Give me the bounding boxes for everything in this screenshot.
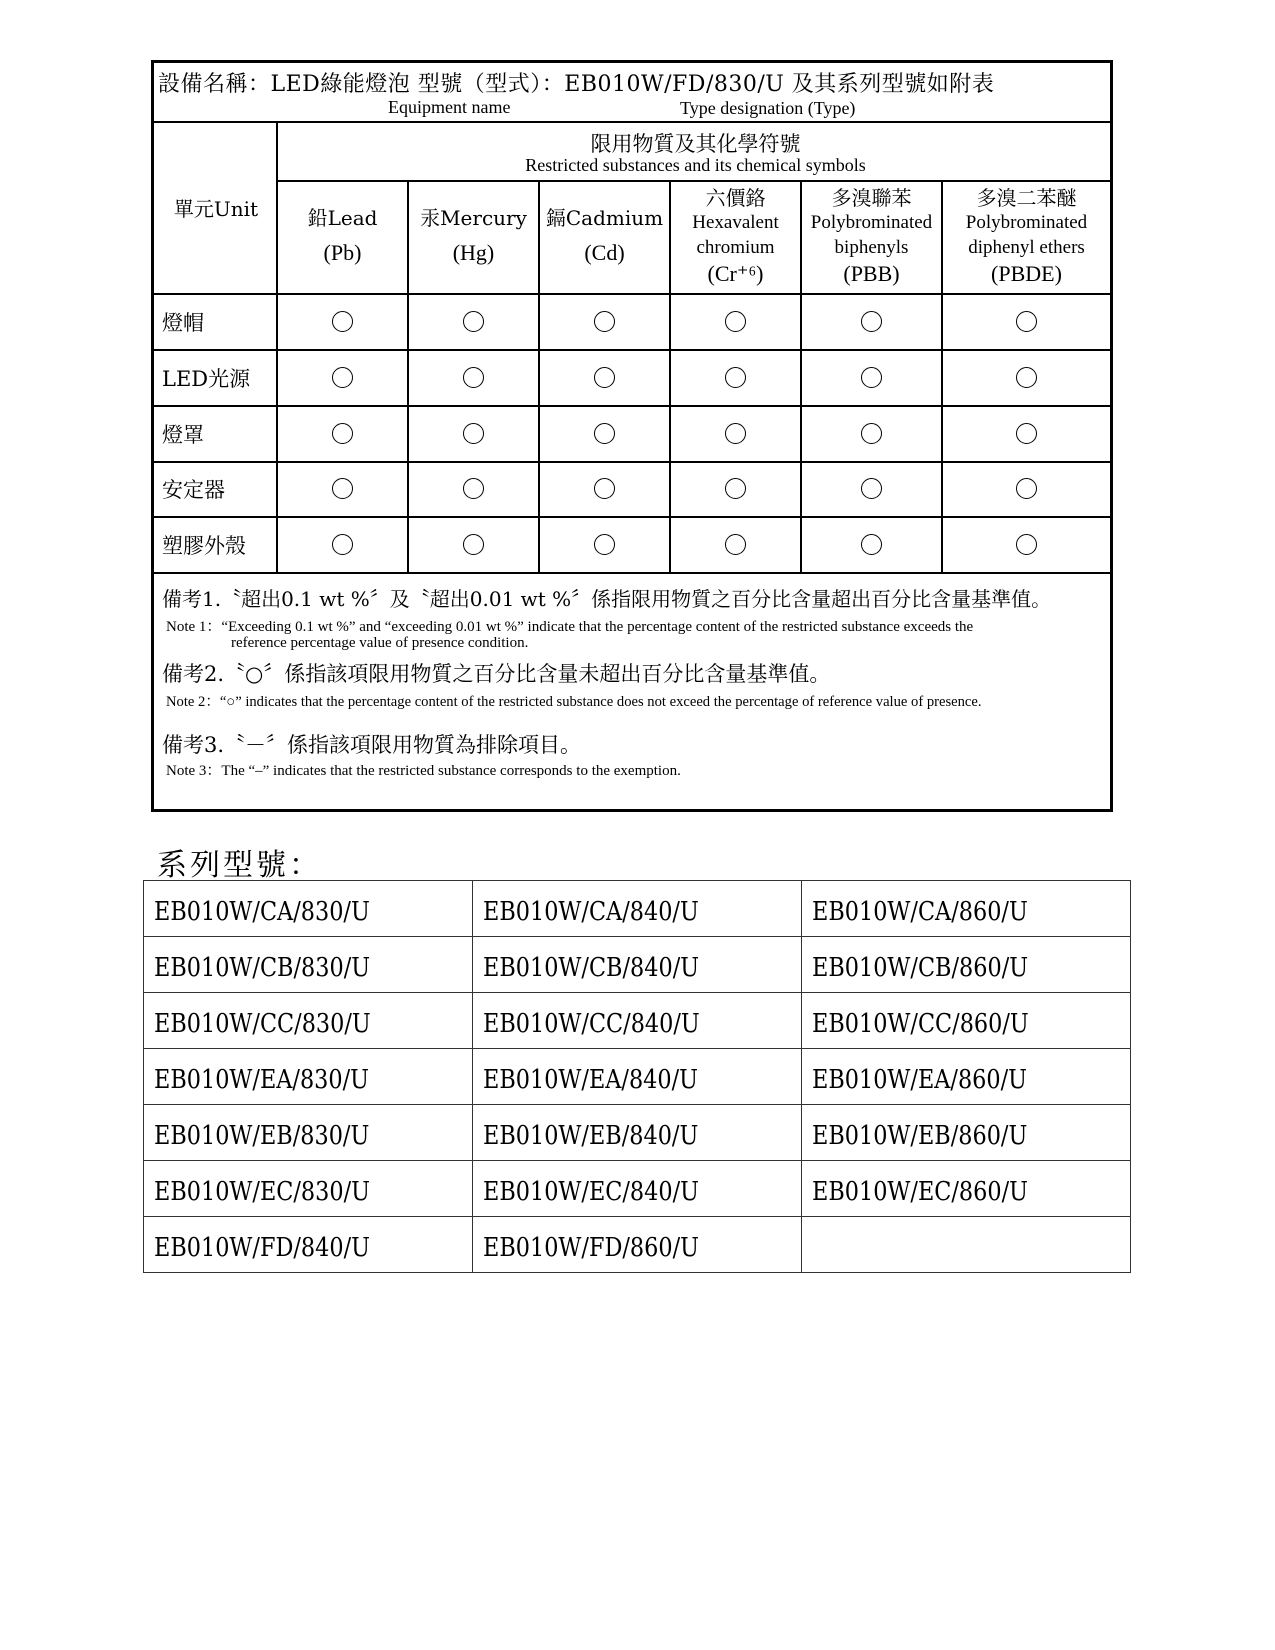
compliance-mark	[594, 478, 615, 499]
compliance-mark	[594, 367, 615, 388]
compliance-mark	[725, 367, 746, 388]
model-cell	[473, 1217, 802, 1273]
note-1-en-continued: reference percentage value of presence condition.	[231, 635, 529, 651]
compliance-mark	[861, 367, 882, 388]
compliance-mark	[594, 534, 615, 555]
table-row	[144, 1161, 1131, 1217]
model-number: EB010W/EB/830/U	[154, 1120, 370, 1151]
model-cell	[802, 881, 1131, 937]
unit-label: 單元Unit	[173, 197, 259, 221]
model-number: EB010W/EA/840/U	[483, 1064, 699, 1095]
substance-cadmium: 鎘Cadmium (Cd)	[545, 206, 664, 266]
model-cell	[473, 937, 802, 993]
compliance-mark	[861, 423, 882, 444]
compliance-mark	[332, 534, 353, 555]
model-number: EB010W/EC/840/U	[483, 1176, 699, 1207]
part-led-source: LED光源	[162, 367, 251, 391]
model-number: EB010W/CA/830/U	[154, 896, 370, 927]
compliance-mark	[1016, 367, 1037, 388]
equipment-name-label: Equipment name	[388, 97, 511, 117]
part-lamp-shade: 燈罩	[162, 423, 204, 447]
note-3-en: Note 3：The “–” indicates that the restricted substance corresponds to the exemption.	[166, 763, 681, 779]
note-1-en: Note 1：“Exceeding 0.1 wt %” and “exceeding 0.01 wt %” indicate that the percentage content of the restricted substance exceeds the	[166, 619, 974, 635]
model-cell	[802, 937, 1131, 993]
table-row	[144, 1105, 1131, 1161]
substance-hexavalent-chromium: 六價鉻 Hexavalent chromium (Cr⁺⁶)	[692, 185, 779, 287]
model-cell	[473, 1049, 802, 1105]
compliance-mark	[463, 534, 484, 555]
compliance-mark	[332, 478, 353, 499]
compliance-mark	[1016, 423, 1037, 444]
table-row	[144, 1049, 1131, 1105]
compliance-mark	[332, 311, 353, 332]
model-cell	[473, 993, 802, 1049]
part-ballast: 安定器	[162, 478, 225, 502]
model-cell	[802, 993, 1131, 1049]
model-number: EB010W/EB/840/U	[483, 1120, 699, 1151]
substance-lead: 鉛Lead (Pb)	[307, 206, 378, 266]
compliance-mark	[463, 423, 484, 444]
note-2-en: Note 2：“○” indicates that the percentage content of the restricted substance does not exceed the percentage of reference value of presence.	[166, 694, 982, 710]
part-plastic-housing: 塑膠外殼	[162, 534, 246, 558]
substance-pbde: 多溴二苯醚 Polybrominated diphenyl ethers (PBDE)	[965, 185, 1088, 287]
model-number: EB010W/EB/860/U	[812, 1120, 1028, 1151]
compliance-mark	[861, 311, 882, 332]
model-cell	[473, 1105, 802, 1161]
compliance-mark	[463, 311, 484, 332]
compliance-mark	[861, 478, 882, 499]
compliance-mark	[1016, 534, 1037, 555]
model-number: EB010W/CA/840/U	[483, 896, 699, 927]
compliance-mark	[725, 534, 746, 555]
model-cell	[802, 1217, 1131, 1273]
compliance-mark	[725, 311, 746, 332]
model-number: EB010W/FD/840/U	[154, 1232, 370, 1263]
model-number: EB010W/CB/830/U	[154, 952, 371, 983]
compliance-mark	[594, 311, 615, 332]
part-lamp-cap: 燈帽	[162, 311, 204, 335]
note-2-zh: 備考2.〝○〞係指該項限用物質之百分比含量未超出百分比含量基準值。	[162, 662, 831, 686]
compliance-mark	[861, 534, 882, 555]
type-designation-label: Type designation (Type)	[680, 98, 856, 118]
equipment-title: 設備名稱：LED綠能燈泡 型號（型式）：EB010W/FD/830/U 及其系列型號如附表	[158, 72, 995, 97]
model-cell	[144, 881, 473, 937]
series-models-table	[143, 880, 1131, 1273]
compliance-mark	[725, 478, 746, 499]
model-cell	[144, 1105, 473, 1161]
compliance-mark	[725, 423, 746, 444]
restricted-substances-title-en: Restricted substances and its chemical symbols	[525, 155, 866, 175]
model-cell	[144, 1217, 473, 1273]
model-cell	[144, 993, 473, 1049]
restricted-substances-title-zh: 限用物質及其化學符號	[590, 132, 801, 156]
model-cell	[802, 1161, 1131, 1217]
restricted-substances-table	[151, 60, 1113, 812]
model-cell	[802, 1105, 1131, 1161]
series-models-heading: 系列型號：	[157, 848, 322, 883]
table-row	[144, 1217, 1131, 1273]
compliance-mark	[332, 367, 353, 388]
model-cell	[473, 1161, 802, 1217]
model-number: EB010W/EC/830/U	[154, 1176, 370, 1207]
model-number: EB010W/EA/830/U	[154, 1064, 370, 1095]
model-cell	[144, 1161, 473, 1217]
model-cell	[144, 937, 473, 993]
model-number: EB010W/FD/860/U	[483, 1232, 699, 1263]
table-row	[144, 993, 1131, 1049]
model-number: EB010W/CC/830/U	[154, 1008, 371, 1039]
model-cell	[802, 1049, 1131, 1105]
model-number: EB010W/CC/840/U	[483, 1008, 700, 1039]
model-number: EB010W/CB/860/U	[812, 952, 1029, 983]
substance-pbb: 多溴聯苯 Polybrominated biphenyls (PBB)	[810, 185, 933, 287]
model-cell	[473, 881, 802, 937]
compliance-mark	[1016, 311, 1037, 332]
model-cell	[144, 1049, 473, 1105]
model-number: EB010W/CA/860/U	[812, 896, 1028, 927]
compliance-mark	[463, 478, 484, 499]
compliance-mark	[1016, 478, 1037, 499]
model-number: EB010W/CB/840/U	[483, 952, 700, 983]
note-3-zh: 備考3.〝－〞係指該項限用物質為排除項目。	[162, 733, 582, 757]
compliance-mark	[594, 423, 615, 444]
model-number: EB010W/EA/860/U	[812, 1064, 1028, 1095]
table-row	[144, 881, 1131, 937]
compliance-mark	[332, 423, 353, 444]
substance-mercury: 汞Mercury (Hg)	[420, 206, 527, 266]
model-number: EB010W/CC/860/U	[812, 1008, 1029, 1039]
note-1-zh: 備考1.〝超出0.1 wt %〞及〝超出0.01 wt %〞係指限用物質之百分比含量超出百分比含量基準值。	[162, 587, 1052, 611]
model-number: EB010W/EC/860/U	[812, 1176, 1028, 1207]
compliance-mark	[463, 367, 484, 388]
table-row	[144, 937, 1131, 993]
